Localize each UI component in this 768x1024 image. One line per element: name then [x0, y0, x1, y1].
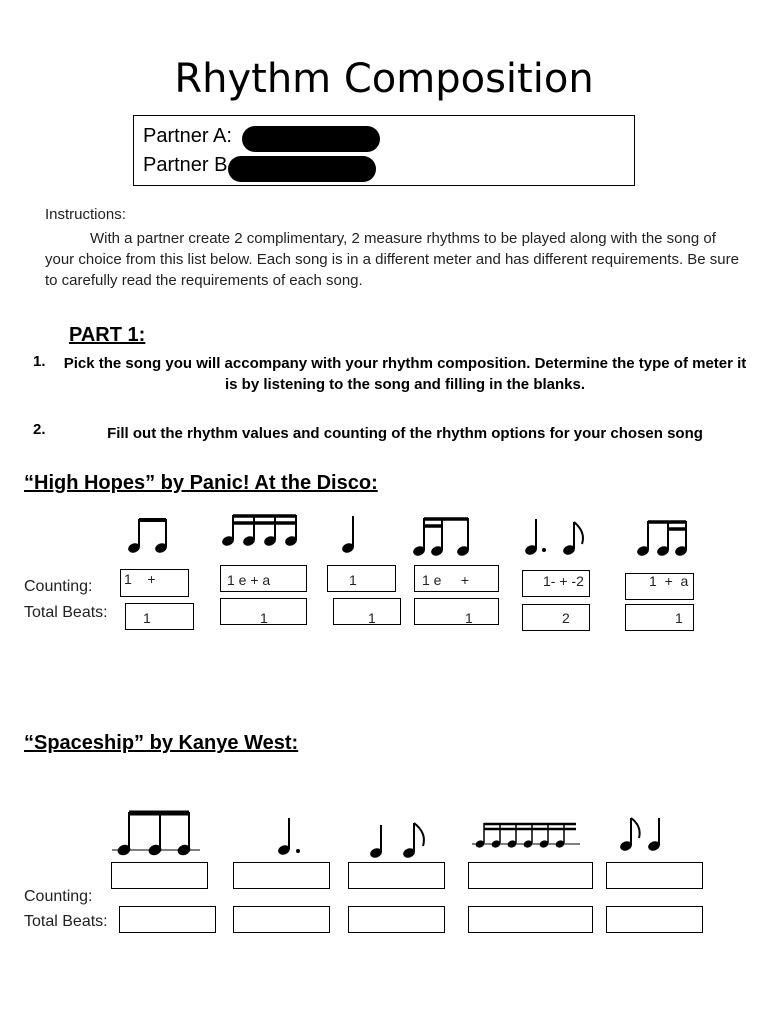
song-1-counting-cell[interactable]: 1 e + a [220, 565, 307, 592]
step-2-number: 2. [33, 421, 46, 438]
part1-heading: PART 1: [69, 324, 146, 346]
song-1-beats-label: Total Beats: [24, 604, 108, 621]
song-2-beats-label: Total Beats: [24, 913, 108, 930]
dotted-quarter-note-icon [277, 818, 300, 856]
sixteenth-sextuplet-icon [472, 823, 580, 849]
page-title: Rhythm Composition [174, 56, 594, 102]
step-1-text: Pick the song you will accompany with your rhythm composition. Determine the type of meter it is by listening to the song and filling in the blanks. [63, 355, 747, 393]
song-1-counting-label: Counting: [24, 578, 93, 595]
dotted-quarter-eighth-icon [524, 519, 583, 556]
instructions-label: Instructions: [45, 206, 126, 223]
eighth-sixteenth-sixteenth-icon [636, 521, 688, 557]
song-1-counting-cell[interactable]: 1 + a [625, 573, 694, 600]
instructions-body: With a partner create 2 complimentary, 2 measure rhythms to be played along with the song of your choice from this list below. Each song is in a different meter and has different requirements. Be sure to carefully read the requirements of each song. [45, 230, 739, 289]
song-2-title: “Spaceship” by Kanye West: [24, 732, 299, 754]
song-1-counting-cell[interactable]: 1 + [120, 569, 189, 597]
sixteenth-sixteenth-eighth-icon [412, 518, 470, 557]
eighth-note-pair-icon [127, 519, 168, 554]
song-1-counting-cell[interactable]: 1 e + [414, 565, 499, 592]
partner-b-label: Partner B [143, 154, 228, 176]
song-1-beats-cell[interactable]: 1 [220, 598, 307, 625]
step-1-number: 1. [33, 353, 46, 370]
song-1-title: “High Hopes” by Panic! At the Disco: [24, 472, 378, 494]
eighth-note-triplet-icon [112, 812, 200, 857]
song-1-counting-cell[interactable]: 1 [327, 565, 396, 592]
song-1-beats-cell[interactable]: 1 [125, 603, 194, 630]
song-2-counting-label: Counting: [24, 888, 93, 905]
song-1-beats-cell[interactable]: 1 [414, 598, 499, 625]
step-2-text: Fill out the rhythm values and counting of the rhythm options for your chosen song [107, 425, 703, 442]
quarter-note-icon [341, 516, 355, 554]
sixteenth-note-group-icon [221, 515, 298, 547]
eighth-quarter-icon [619, 818, 661, 852]
song-1-counting-cell[interactable]: 1- + -2 [522, 570, 590, 597]
quarter-eighth-icon [369, 823, 424, 859]
song-1-beats-cell[interactable]: 1 [625, 604, 694, 631]
song-1-beats-cell[interactable]: 1 [333, 598, 401, 625]
partner-a-label: Partner A: [143, 125, 232, 147]
song-1-beats-cell[interactable]: 2 [522, 604, 590, 631]
